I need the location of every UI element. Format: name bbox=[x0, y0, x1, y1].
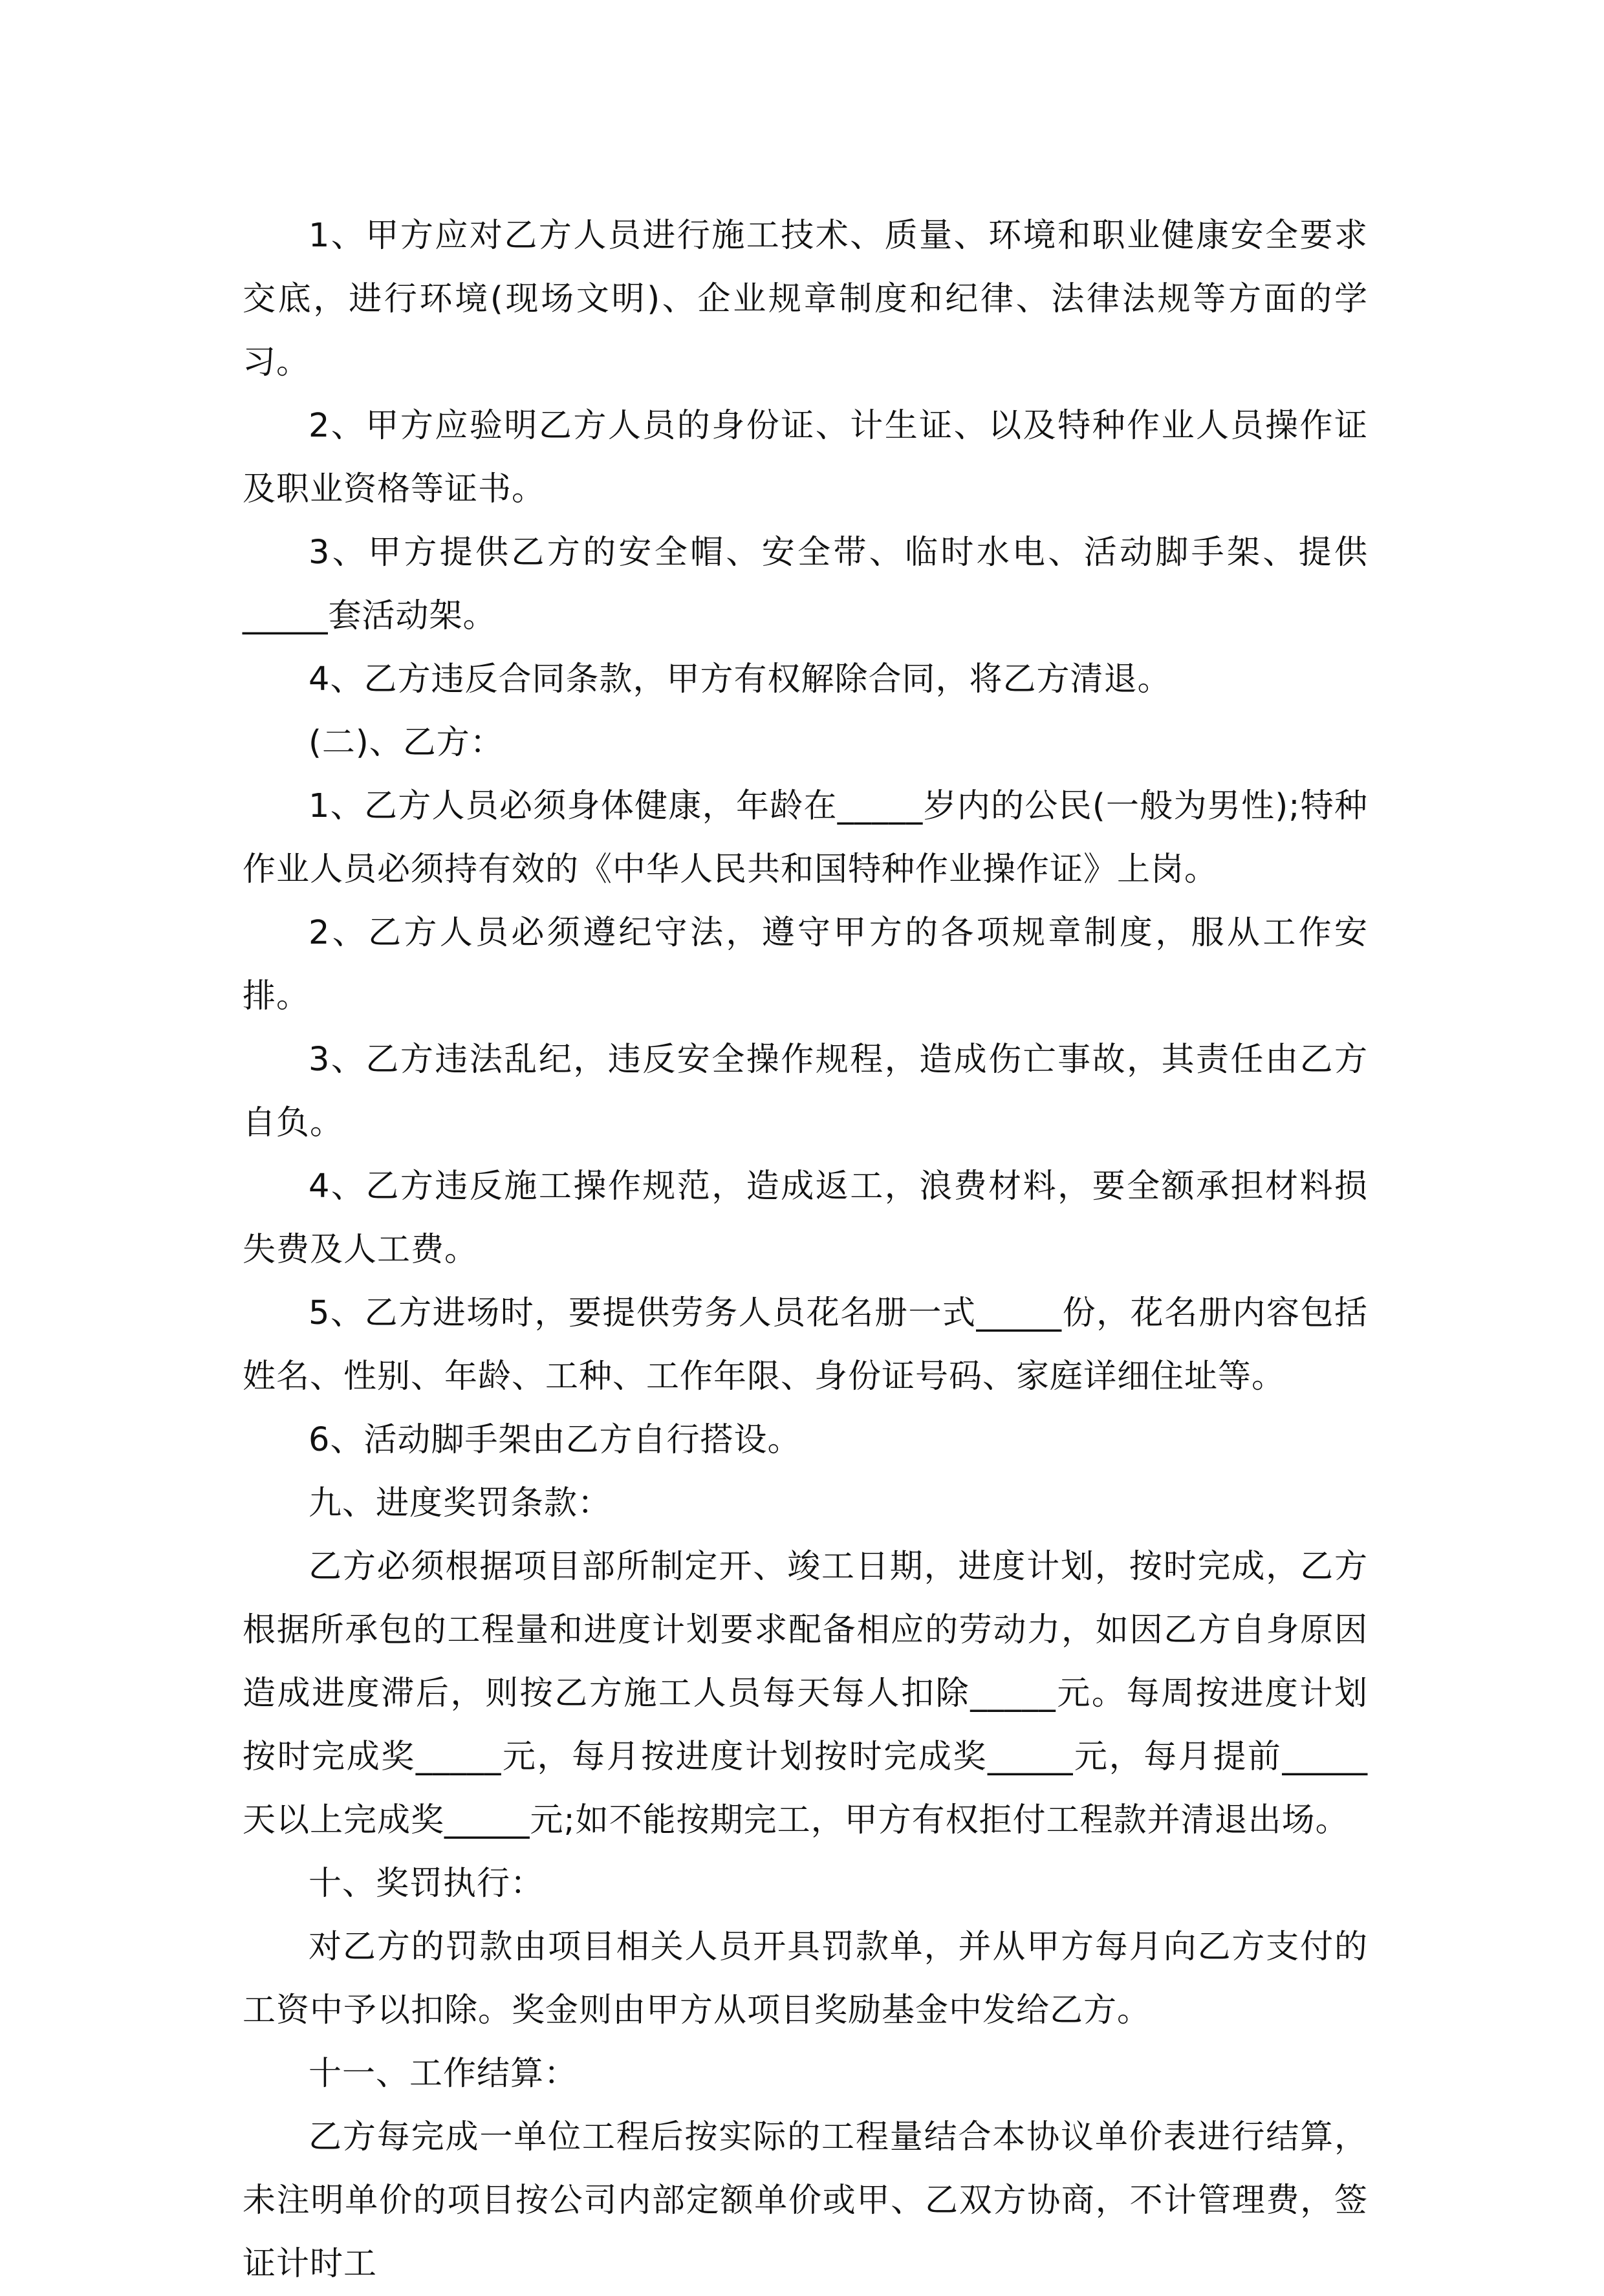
document-body bbox=[243, 204, 1368, 2296]
paragraph-13: 乙方必须根据项目部所制定开、竣工日期，进度计划，按时完成，乙方根据所承包的工程量和进度计划要求配备相应的劳动力，如因乙方自身原因造成进度滞后，则按乙方施工人员每天每人扣除_____元。每周按进度计划按时完成奖_____元，每月按进度计划按时完成奖_____元，每月提前_____天以上完成奖_____元;如不能按期完工，甲方有权拒付工程款并清退出场。 bbox=[243, 1548, 1368, 1839]
paragraph-17: 乙方每完成一单位工程后按实际的工程量结合本协议单价表进行结算，未注明单价的项目按公司内部定额单价或甲、乙双方协商，不计管理费，签证计时工 bbox=[243, 2118, 1368, 2283]
section-heading-enforcement: 十、奖罚执行： bbox=[309, 1865, 545, 1903]
paragraph-8: 3、乙方违法乱纪，违反安全操作规程，造成伤亡事故，其责任由乙方自负。 bbox=[243, 1041, 1368, 1142]
paragraph-6: 1、乙方人员必须身体健康，年龄在_____岁内的公民(一般为男性);特种作业人员必须持有效的《中华人民共和国特种作业操作证》上岗。 bbox=[243, 787, 1368, 889]
paragraph-15: 对乙方的罚款由项目相关人员开具罚款单，并从甲方每月向乙方支付的工资中予以扣除。奖金则由甲方从项目奖励基金中发给乙方。 bbox=[243, 1928, 1368, 2030]
paragraph-3: 3、甲方提供乙方的安全帽、安全带、临时水电、活动脚手架、提供_____套活动架。 bbox=[243, 534, 1368, 635]
paragraph-10: 5、乙方进场时，要提供劳务人员花名册一式_____份，花名册内容包括姓名、性别、年龄、工种、工作年限、身份证号码、家庭详细住址等。 bbox=[243, 1294, 1368, 1396]
section-heading-party-b: (二)、乙方： bbox=[309, 724, 504, 762]
paragraph-9: 4、乙方违反施工操作规范，造成返工，浪费材料，要全额承担材料损失费及人工费。 bbox=[243, 1167, 1368, 1269]
section-heading-progress: 九、进度奖罚条款： bbox=[309, 1484, 612, 1522]
paragraph-1: 1、甲方应对乙方人员进行施工技术、质量、环境和职业健康安全要求交底，进行环境(现场文明)、企业规章制度和纪律、法律法规等方面的学习。 bbox=[243, 217, 1368, 382]
paragraph-4: 4、乙方违反合同条款，甲方有权解除合同，将乙方清退。 bbox=[309, 660, 1171, 699]
paragraph-2: 2、甲方应验明乙方人员的身份证、计生证、以及特种作业人员操作证及职业资格等证书。 bbox=[243, 407, 1368, 508]
paragraph-7: 2、乙方人员必须遵纪守法，遵守甲方的各项规章制度，服从工作安排。 bbox=[243, 914, 1368, 1015]
paragraph-11: 6、活动脚手架由乙方自行搭设。 bbox=[309, 1421, 801, 1459]
section-heading-settlement: 十一、工作结算： bbox=[309, 2055, 578, 2093]
